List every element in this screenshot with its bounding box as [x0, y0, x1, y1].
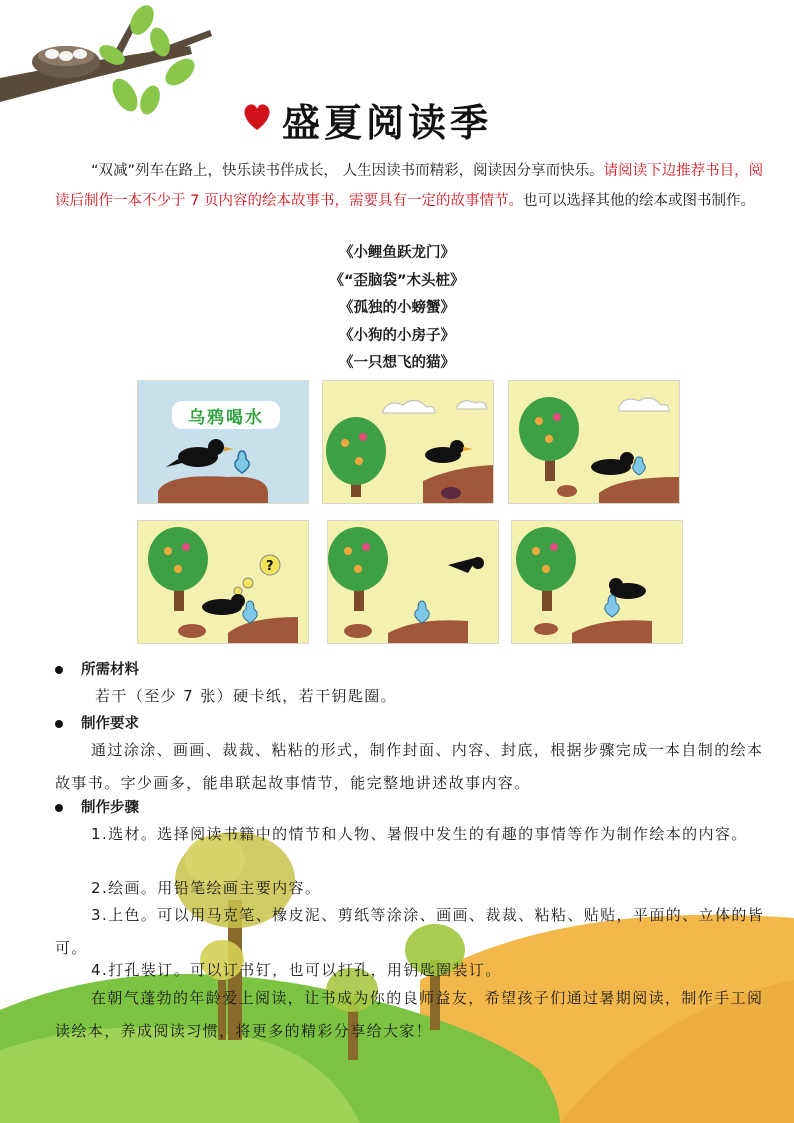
step-item: 2.绘画。用铅笔绘画主要内容。	[91, 879, 322, 897]
branch-nest-icon	[0, 1, 212, 117]
panel-5-art	[328, 521, 498, 643]
materials-text: 若干（至少 7 张）硬卡纸，若干钥匙圈。	[95, 687, 398, 705]
bullet-icon	[55, 720, 63, 728]
heart-icon	[240, 100, 274, 132]
panel-4-art	[138, 521, 308, 643]
intro-red-text: 请阅读下边推荐书目，阅读后制作一本不少于 7 页内容的绘本故事书，需要具有一定的故事情节。	[55, 163, 764, 209]
step-item: 3.上色。可以用马克笔、橡皮泥、剪纸等涂涂、画画、裁裁、粘粘、贴贴，平面的、立体的皆可。	[55, 906, 765, 957]
intro-text: “双减”列车在路上，快乐读书伴成长， 人生因读书而精彩，阅读因分享而快乐。	[91, 163, 604, 179]
story-panel-5	[327, 520, 499, 644]
story-panel-1	[137, 380, 309, 504]
step-item: 4.打孔装订。可以订书钉，也可以打孔，用钥匙圈装订。	[91, 961, 502, 979]
svg-text:?: ?	[266, 559, 274, 574]
book-title: 《一只想飞的猫》	[339, 355, 455, 371]
story-panel-4	[137, 520, 309, 644]
section-heading-materials: 所需材料	[55, 658, 139, 679]
closing-text: 在朝气蓬勃的年龄爱上阅读，让书成为你的良师益友，希望孩子们通过暑期阅读，制作手工阅读绘本，养成阅读习惯，将更多的精彩分享给大家！	[55, 989, 764, 1040]
book-title: 《小狗的小房子》	[339, 327, 455, 344]
panel-3-art	[509, 381, 679, 503]
panel-6-art	[512, 521, 682, 643]
step-item: 1.选材。选择阅读书籍中的情节和人物、暑假中发生的有趣的事情等作为制作绘本的内容。	[91, 825, 748, 843]
panel-1-art	[138, 381, 308, 503]
book-title: 《小鲤鱼跃龙门》	[339, 245, 455, 261]
book-list	[0, 240, 794, 378]
story-panel-2	[322, 380, 494, 504]
story-panel-3	[508, 380, 680, 504]
intro-paragraph	[55, 156, 767, 216]
page-title: 盛夏阅读季	[282, 101, 493, 145]
bullet-icon	[55, 666, 63, 674]
requirements-text: 通过涂涂、画画、裁裁、粘粘的形式，制作封面、内容、封底，根据步骤完成一本自制的绘本故事书。字少画多，能串联起故事情节，能完整地讲述故事内容。	[55, 741, 764, 792]
book-title: 《“歪脑袋”木头桩》	[329, 272, 465, 289]
book-title: 《孤独的小螃蟹》	[339, 300, 455, 316]
intro-text-end: 也可以选择其他的绘本或图书制作。	[522, 193, 755, 209]
section-heading-steps: 制作步骤	[55, 796, 139, 817]
section-heading-requirements: 制作要求	[55, 712, 139, 733]
bullet-icon	[55, 804, 63, 812]
panel-title: 乌鸦喝水	[188, 408, 264, 428]
panel-2-art	[323, 381, 493, 503]
story-panel-6	[511, 520, 683, 644]
